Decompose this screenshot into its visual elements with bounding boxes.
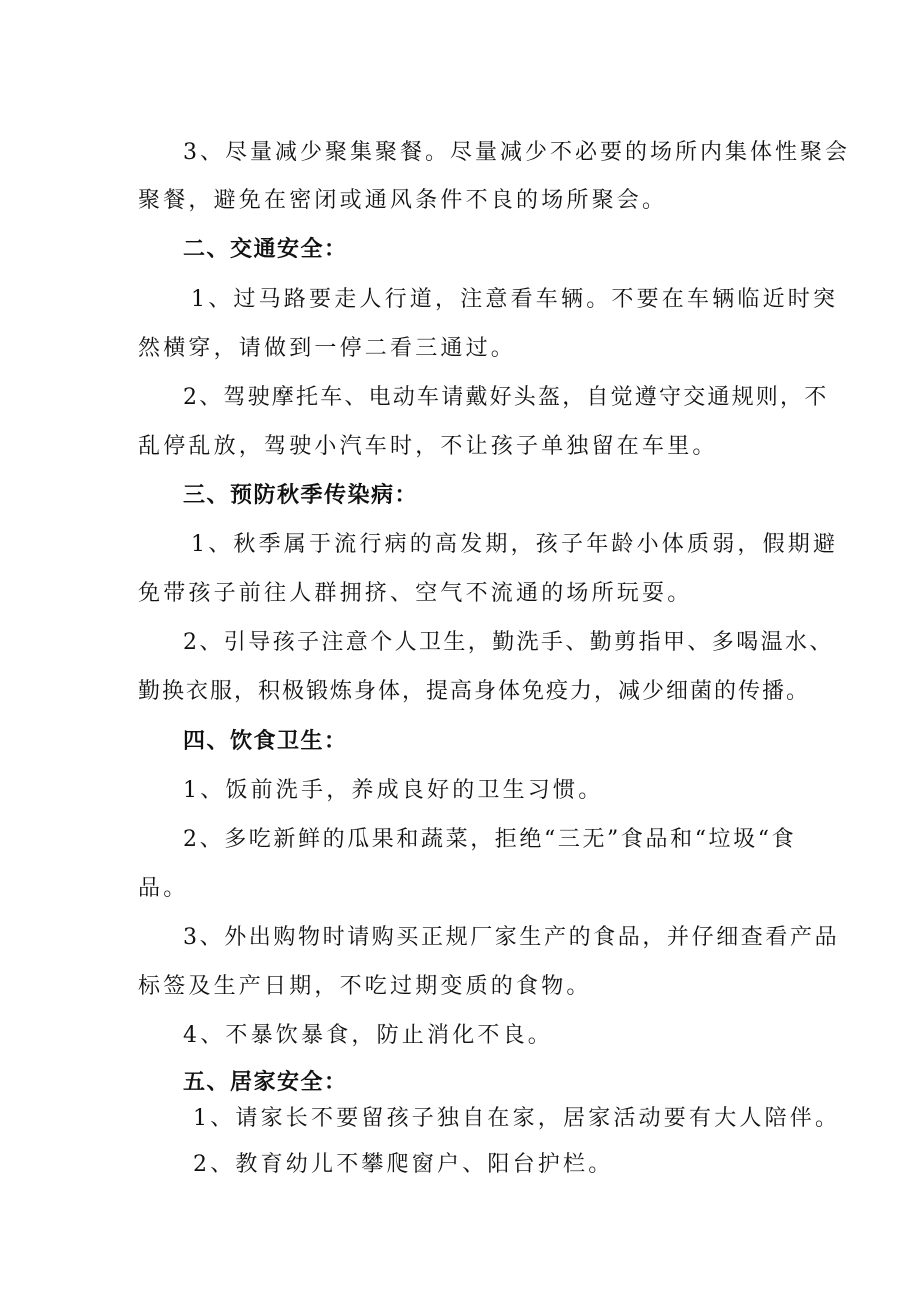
paragraph-line: 2、驾驶摩托车、电动车请戴好头盔，自觉遵守交通规则，不	[183, 385, 829, 410]
paragraph-line: 3、外出购物时请购买正规厂家生产的食品，并仔细查看产品	[183, 925, 840, 950]
section-heading: 二、交通安全：	[183, 237, 348, 262]
section-heading: 五、居家安全：	[183, 1070, 348, 1095]
paragraph-line: 2、教育幼儿不攀爬窗户、阳台护栏。	[193, 1152, 614, 1177]
paragraph-line: 4、不暴饮暴食，防止消化不良。	[183, 1023, 553, 1048]
section-heading: 四、饮食卫生：	[183, 729, 348, 754]
paragraph-line: 1、饭前洗手，养成良好的卫生习惯。	[183, 778, 604, 803]
paragraph-line: 勤换衣服，积极锻炼身体，提高身体免疫力，减少细菌的传播。	[138, 679, 811, 704]
paragraph-line: 免带孩子前往人群拥挤、空气不流通的场所玩耍。	[138, 581, 693, 606]
paragraph-line: 3、尽量减少聚集聚餐。尽量减少不必要的场所内集体性聚会	[183, 140, 850, 165]
paragraph-line: 2、多吃新鲜的瓜果和蔬菜，拒绝“三无”食品和“垃圾“食	[183, 827, 797, 852]
paragraph-line: 1、请家长不要留孩子独自在家，居家活动要有大人陪伴。	[193, 1106, 841, 1131]
paragraph-line: 然横穿，请做到一停二看三通过。	[138, 336, 517, 361]
paragraph-line: 2、引导孩子注意个人卫生，勤洗手、勤剪指甲、多喝温水、	[183, 630, 834, 655]
paragraph-line: 1、过马路要走人行道，注意看车辆。不要在车辆临近时突	[191, 287, 839, 312]
paragraph-line: 乱停乱放，驾驶小汽车时，不让孩子单独留在车里。	[138, 434, 718, 459]
paragraph-line: 标签及生产日期，不吃过期变质的食物。	[138, 974, 592, 999]
paragraph-line: 聚餐，避免在密闭或通风条件不良的场所聚会。	[138, 188, 668, 213]
section-heading: 三、预防秋季传染病：	[183, 483, 419, 508]
paragraph-line: 1、秋季属于流行病的高发期，孩子年龄小体质弱，假期避	[191, 532, 839, 557]
paragraph-line: 品。	[138, 876, 189, 901]
